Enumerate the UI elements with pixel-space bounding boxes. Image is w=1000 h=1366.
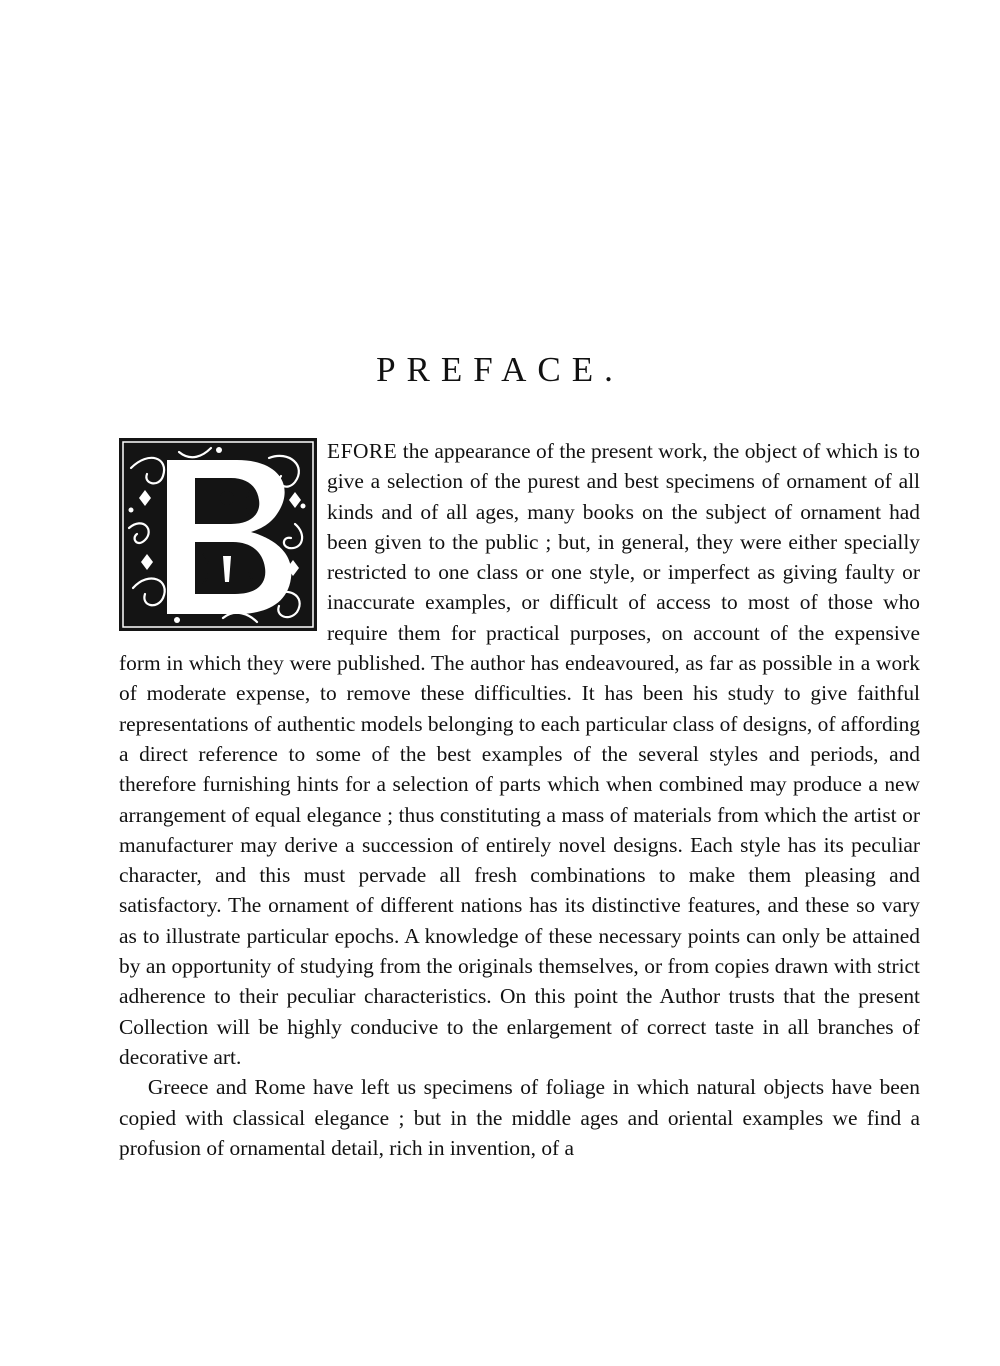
paragraph-1	[119, 436, 920, 1072]
ornamental-drop-cap-b	[119, 438, 317, 631]
ornamental-letter-b-icon	[119, 438, 317, 631]
paragraph-2: Greece and Rome have left us specimens of foliage in which natural objects have been copied with classical elegance ; but in the middle ages and oriental examples we find a profusion of ornamental detail, rich in invention, of a	[119, 1075, 920, 1160]
preface-body	[119, 436, 920, 1163]
page-title: PREFACE.	[376, 350, 624, 389]
paragraph-1-text: the appearance of the present work, the object of which is to give a selection of the purest and best specimens of ornament of all kinds and of all ages, many books on the subject of ornament had been given to the public ; but, in general, they were either specially restricted to one class or one style, or imperfect as giving faulty or inaccurate examples, or difficult of access to most of those who require them for practical purposes, on account of the expensive form in which they were published. The author has endeavoured, as far as possible in a work of moderate expense, to remove these difficulties. It has been his study to give faithful representations of authentic models belonging to each particular class of designs, of affording a direct reference to some of the best examples of the several styles and periods, and therefore furnishing hints for a selection of parts which when combined may produce a new arrangement of equal elegance ; thus constituting a mass of materials from which the artist or manufacturer may derive a succession of entirely novel designs. Each style has its peculiar character, and this must pervade all fresh combinations to make them pleasing and satisfactory. The ornament of different nations has its distinctive features, and these so vary as to illustrate particular epochs. A knowledge of these necessary points can only be attained by an opportunity of studying from the originals themselves, or from copies drawn with strict adherence to their peculiar characteristics. On this point the Author trusts that the present Collection will be highly conducive to the enlargement of correct taste in all branches of decorative art.	[119, 439, 920, 1069]
drop-cap-word-rest: EFORE	[327, 439, 398, 463]
